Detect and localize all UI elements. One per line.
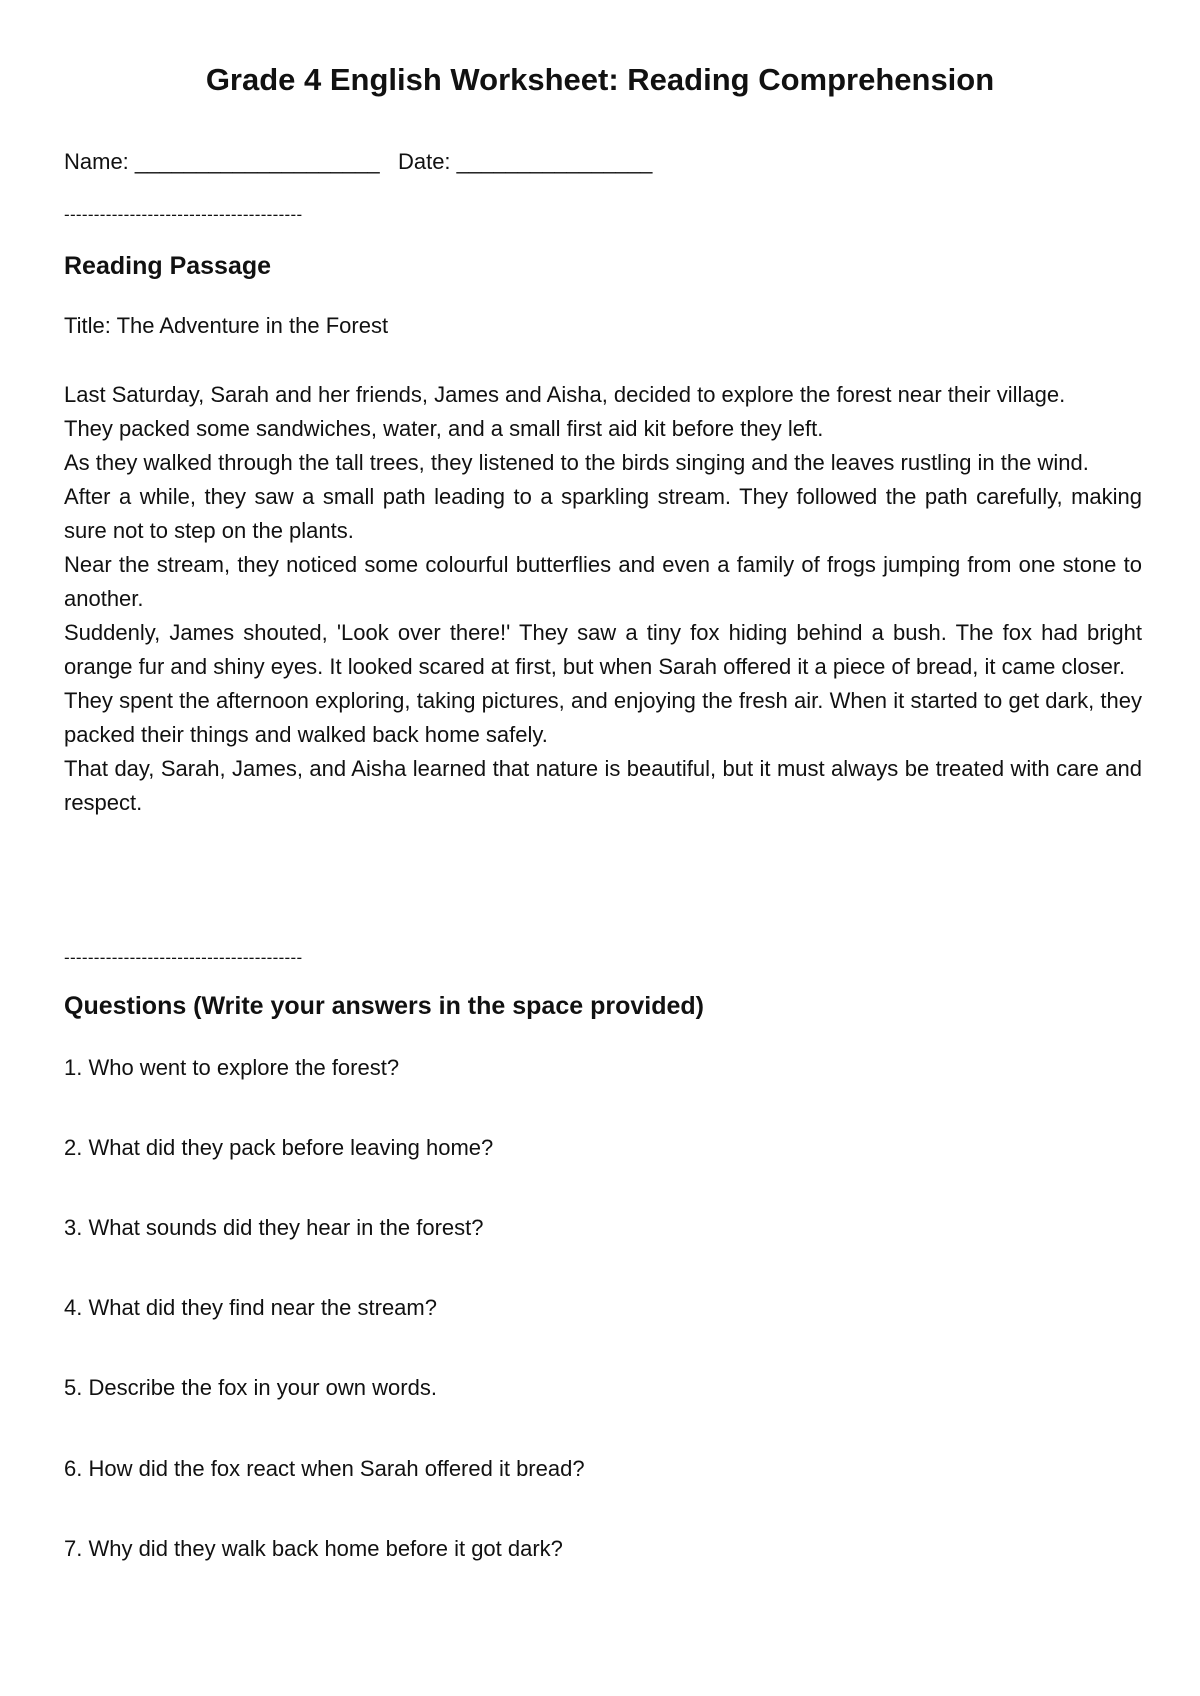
question-item: 4. What did they find near the stream? bbox=[64, 1295, 437, 1320]
question-item: 1. Who went to explore the forest? bbox=[64, 1055, 400, 1080]
section-divider: ---------------------------------------- bbox=[64, 948, 303, 967]
section-divider: ---------------------------------------- bbox=[64, 205, 303, 224]
passage-paragraph: That day, Sarah, James, and Aisha learned that nature is beautiful, but it must always be treated with care and respect. bbox=[64, 756, 1142, 815]
questions-heading: Questions (Write your answers in the space provided) bbox=[64, 992, 704, 1020]
worksheet-title: Grade 4 English Worksheet: Reading Comprehension bbox=[205, 62, 995, 97]
name-date-line: Name: ____________________ Date: ________________ bbox=[64, 149, 653, 174]
passage-title: Title: The Adventure in the Forest bbox=[64, 313, 389, 338]
passage-paragraph: They packed some sandwiches, water, and a small first aid kit before they left. bbox=[64, 416, 824, 441]
question-item: 5. Describe the fox in your own words. bbox=[64, 1375, 437, 1400]
passage-paragraph: As they walked through the tall trees, they listened to the birds singing and the leaves rustling in the wind. bbox=[64, 450, 1089, 475]
question-item: 7. Why did they walk back home before it got dark? bbox=[64, 1536, 563, 1561]
passage-paragraph: After a while, they saw a small path leading to a sparkling stream. They followed the path carefully, making sure not to step on the plants. bbox=[64, 484, 1142, 543]
passage-paragraph: They spent the afternoon exploring, taking pictures, and enjoying the fresh air. When it started to get dark, they packed their things and walked back home safely. bbox=[64, 688, 1142, 747]
passage-body bbox=[64, 378, 1142, 820]
reading-passage-heading: Reading Passage bbox=[64, 252, 272, 280]
passage-paragraph: Last Saturday, Sarah and her friends, James and Aisha, decided to explore the forest near their village. bbox=[64, 382, 1066, 407]
passage-paragraph: Suddenly, James shouted, 'Look over there!' They saw a tiny fox hiding behind a bush. The fox had bright orange fur and shiny eyes. It looked scared at first, but when Sarah offered it a piece of bread, it came closer. bbox=[64, 620, 1142, 679]
passage-paragraph: Near the stream, they noticed some colourful butterflies and even a family of frogs jumping from one stone to another. bbox=[64, 552, 1142, 611]
question-item: 2. What did they pack before leaving home? bbox=[64, 1135, 494, 1160]
question-item: 6. How did the fox react when Sarah offered it bread? bbox=[64, 1456, 585, 1481]
question-item: 3. What sounds did they hear in the forest? bbox=[64, 1215, 484, 1240]
